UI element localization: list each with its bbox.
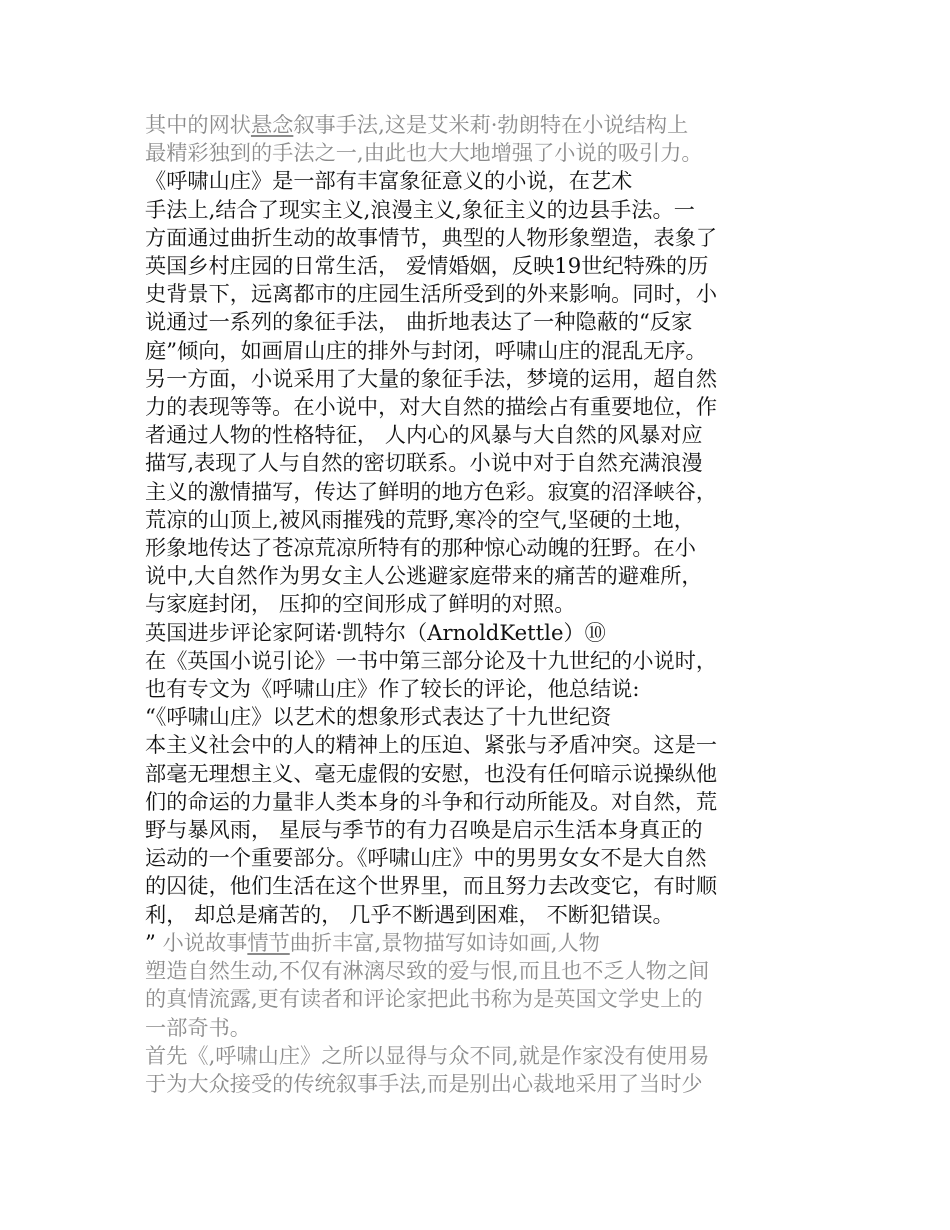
text-line: 一部奇书。 — [145, 1014, 251, 1040]
text-line: 说通过一系列的象征手法， 曲折地表达了一种隐蔽的“反家 — [145, 309, 693, 335]
text-line: 《呼啸山庄》是一部有丰富象征意义的小说，在艺术 — [145, 168, 633, 194]
text-line — [145, 111, 815, 139]
text-segment: 曲折丰富,景物描写如诗如画,人物 — [289, 929, 600, 955]
text-line: 部毫无理想主义、毫无虚假的安慰，也没有任何暗示说操纵他 — [145, 760, 718, 786]
underlined-term: 情节 — [247, 929, 290, 955]
text-segment: 叙事手法,这是艾米莉·勃朗特在小说结构上 — [293, 112, 689, 137]
text-line: 史背景下，远离都市的庄园生活所受到的外来影响。同时，小 — [145, 281, 718, 307]
text-line: 在《英国小说引论》一书中第三部分论及十九世纪的小说时， — [145, 647, 718, 673]
text-segment: 其中的网状 — [145, 112, 251, 137]
document-body — [145, 111, 815, 1098]
text-line: 塑造自然生动,不仅有淋漓尽致的爱与恨,而且也不乏人物之间 — [145, 958, 710, 984]
text-line: 与家庭封闭， 压抑的空间形成了鲜明的对照。 — [145, 591, 576, 617]
text-line: 野与暴风雨， 星辰与季节的有力召唤是启示生活本身真正的 — [145, 817, 703, 843]
text-line: 首先《,呼啸山庄》之所以显得与众不同,就是作家没有使用易 — [145, 1042, 710, 1068]
text-line: 手法上,结合了现实主义,浪漫主义,象征主义的边县手法。一 — [145, 196, 695, 222]
text-line: 形象地传达了苍凉荒凉所特有的那种惊心动魄的狂野。在小 — [145, 535, 696, 561]
text-line: 于为大众接受的传统叙事手法,而是别出心裁地采用了当时少 — [145, 1070, 703, 1096]
text-line: 力的表现等等。在小说中，对大自然的描绘占有重要地位，作 — [145, 394, 718, 420]
text-line: 最精彩独到的手法之一,由此也大大地增强了小说的吸引力。 — [145, 140, 703, 166]
text-segment: ” — [145, 929, 156, 955]
text-line — [145, 929, 815, 957]
text-line: 英国乡村庄园的日常生活， 爱情婚姻，反映19世纪特殊的历 — [145, 253, 709, 279]
text-line: 描写,表现了人与自然的密切联系。小说中对于自然充满浪漫 — [145, 450, 703, 476]
text-line: 本主义社会中的人的精神上的压迫、紧张与矛盾冲突。这是一 — [145, 732, 718, 758]
text-line: 者通过人物的性格特征， 人内心的风暴与大自然的风暴对应 — [145, 422, 703, 448]
text-line: 也有专文为《呼啸山庄》作了较长的评论，他总结说: — [145, 676, 640, 702]
text-line: 的真情流露,更有读者和评论家把此书称为是英国文学史上的 — [145, 986, 703, 1012]
text-line: 英国进步评论家阿诺·凯特尔（ArnoldKettle）⑩ — [145, 619, 606, 645]
text-line: 荒凉的山顶上,被风雨摧残的荒野,寒冷的空气,坚硬的土地， — [145, 506, 695, 532]
text-line: 们的命运的力量非人类本身的斗争和行动所能及。对自然，荒 — [145, 788, 718, 814]
text-line: 的囚徒，他们生活在这个世界里，而且努力去改变它，有时顺 — [145, 873, 718, 899]
text-line: 主义的激情描写，传达了鲜明的地方色彩。寂寞的沼泽峡谷， — [145, 478, 718, 504]
text-line: 说中,大自然作为男女主人公逃避家庭带来的痛苦的避难所， — [145, 563, 703, 589]
text-line: 方面通过曲折生动的故事情节，典型的人物形象塑造，表象了 — [145, 224, 718, 250]
text-line: 利， 却总是痛苦的， 几乎不断遇到困难， 不断犯错误。 — [145, 901, 674, 927]
text-line: 庭”倾向，如画眉山庄的排外与封闭，呼啸山庄的混乱无序。 — [145, 337, 707, 363]
text-line: 运动的一个重要部分。《呼啸山庄》中的男男女女不是大自然 — [145, 845, 707, 871]
text-line: “《呼啸山庄》以艺术的想象形式表达了十九世纪资 — [145, 704, 612, 730]
text-line: 另一方面，小说采用了大量的象征手法，梦境的运用，超自然 — [145, 365, 718, 391]
underlined-term: 悬念 — [250, 112, 294, 137]
text-segment: 小说故事 — [155, 929, 248, 955]
